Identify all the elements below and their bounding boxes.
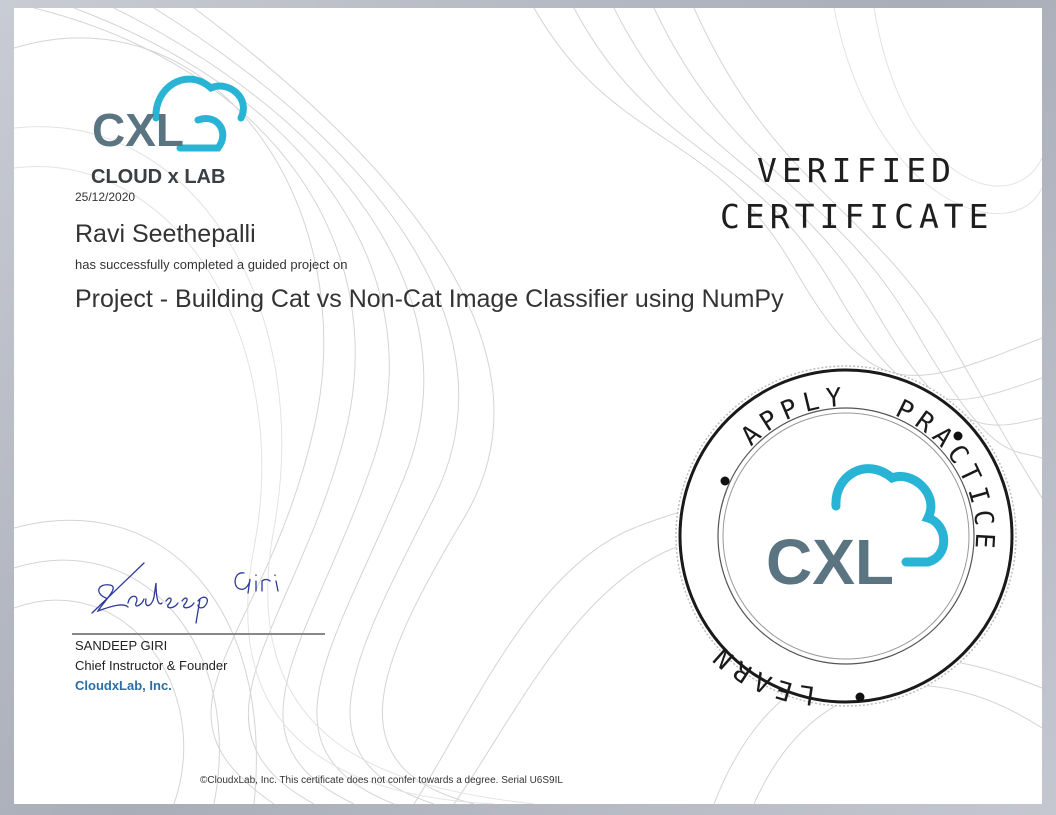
signature-line — [72, 633, 325, 635]
heading-certificate: CERTIFICATE — [720, 197, 994, 236]
signer-role: Chief Instructor & Founder — [75, 658, 228, 673]
logo-mark: CXL — [92, 104, 184, 156]
footer-disclaimer: ©CloudxLab, Inc. This certificate does not confer towards a degree. Serial U6S9IL — [200, 775, 563, 786]
project-title: Project - Building Cat vs Non-Cat Image Classifier using NumPy — [75, 285, 784, 313]
seal-logo-mark: CXL — [766, 526, 894, 598]
seal-word-apply: APPLY — [735, 382, 849, 452]
seal-dot — [856, 693, 865, 702]
cloudxlab-logo — [86, 58, 256, 188]
signer-name: SANDEEP GIRI — [75, 638, 168, 653]
issue-date: 25/12/2020 — [75, 190, 136, 204]
seal-word-practice: PRACTICE — [890, 394, 1000, 556]
recipient-name: Ravi Seethepalli — [75, 220, 256, 248]
certificate-seal — [666, 356, 1026, 716]
signature — [84, 553, 304, 633]
certificate-page — [14, 8, 1042, 804]
brand-name: CLOUD x LAB — [91, 166, 226, 188]
signer-organization: CloudxLab, Inc. — [75, 678, 172, 693]
seal-dot — [721, 477, 730, 486]
completion-statement: has successfully completed a guided project on — [75, 257, 348, 272]
seal-word-learn: LEARN — [703, 637, 817, 711]
heading-verified: VERIFIED — [757, 151, 956, 190]
certificate-heading — [714, 148, 994, 240]
